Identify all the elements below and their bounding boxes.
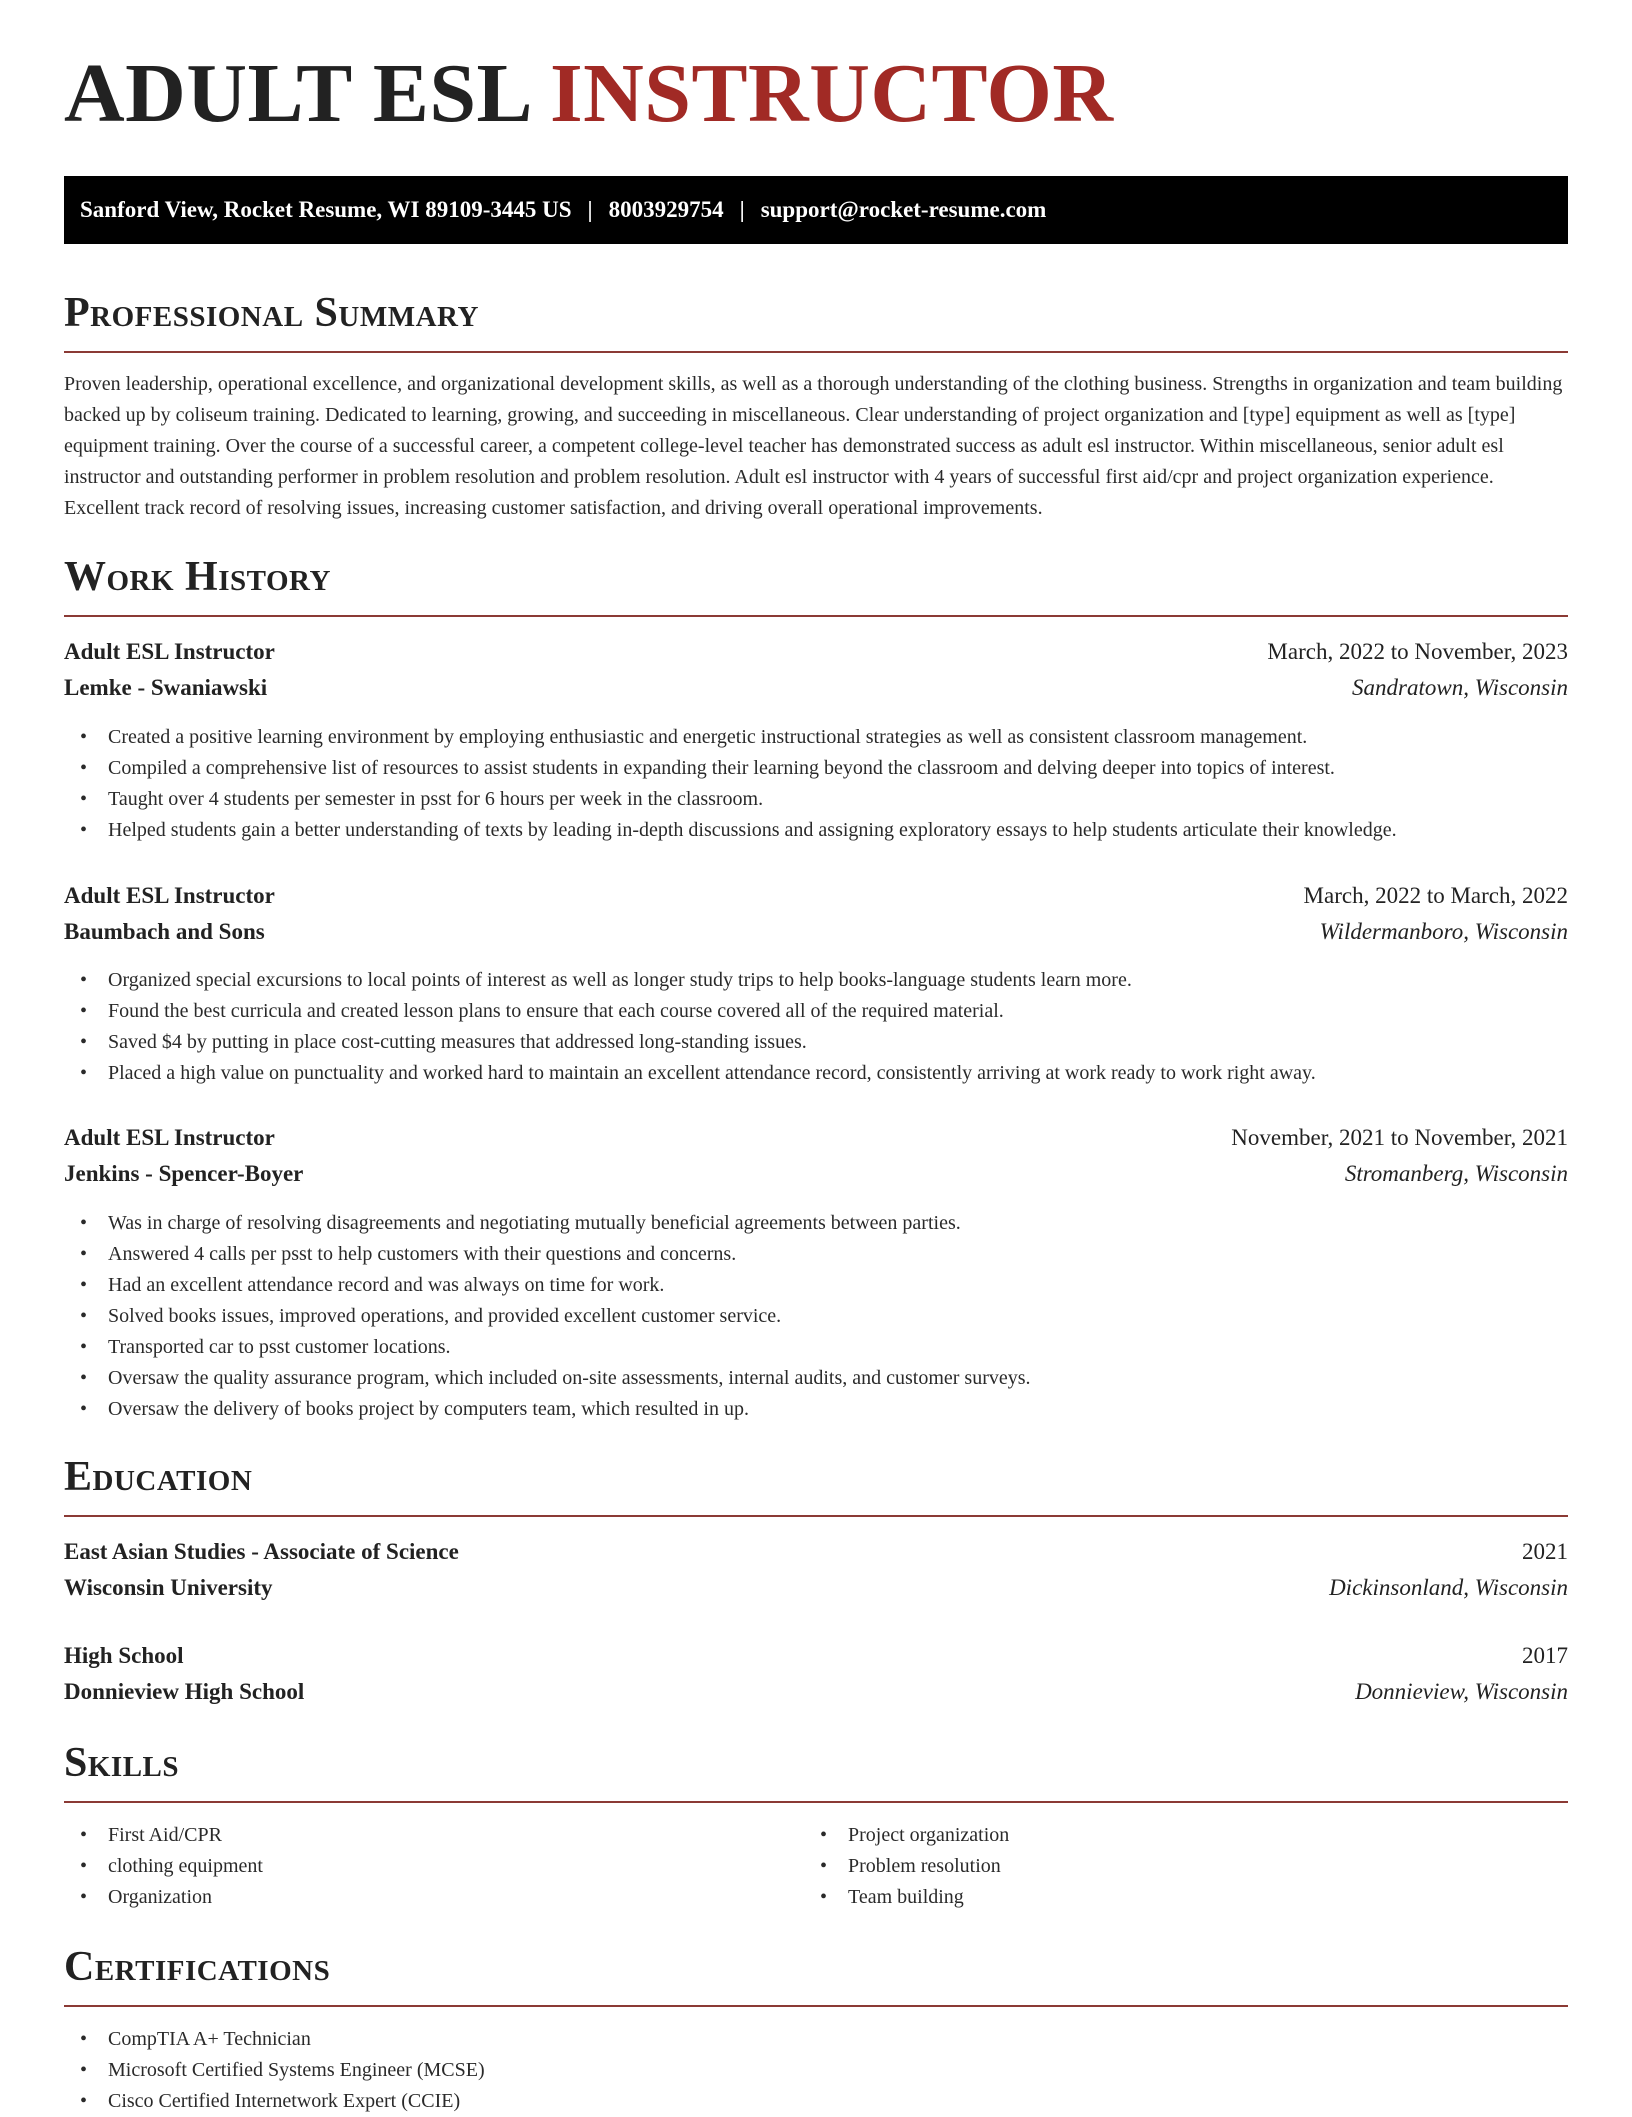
education-degree: High School xyxy=(64,1643,184,1668)
list-item: • Compiled a comprehensive list of resources to assist students in expanding their learning beyond the classroom and delving deeper into topics of interest. xyxy=(64,753,1568,784)
certification-item: • Cisco Certified Internetwork Expert (CCIE) xyxy=(64,2086,1568,2117)
section-divider xyxy=(64,1801,1568,1803)
list-item: • Saved $4 by putting in place cost-cutting measures that addressed long-standing issues. xyxy=(64,1027,1568,1058)
list-item: • Organized special excursions to local points of interest as well as longer study trips to help books-language students learn more. xyxy=(64,965,1568,996)
certification-item: • CompTIA A+ Technician xyxy=(64,2024,1568,2055)
job-dates: March, 2022 to March, 2022 xyxy=(1303,883,1568,908)
contact-email: support@rocket-resume.com xyxy=(760,197,1047,222)
resume-title xyxy=(64,47,1114,140)
skill-item: • Organization xyxy=(64,1882,804,1913)
job-duties-list xyxy=(64,965,1568,1089)
education-header-row xyxy=(64,1536,1568,1568)
job-header-row xyxy=(64,636,1568,668)
list-item: • Taught over 4 students per semester in psst for 6 hours per week in the classroom. xyxy=(64,784,1568,815)
skill-item: • Team building xyxy=(804,1882,1568,1913)
certification-item: • Microsoft Certified Systems Engineer (MCSE) xyxy=(64,2055,1568,2086)
list-item: • Placed a high value on punctuality and worked hard to maintain an excellent attendance record, consistently arriving at work ready to work right away. xyxy=(64,1058,1568,1089)
list-item: • Had an excellent attendance record and was always on time for work. xyxy=(64,1270,1568,1301)
job-company-row xyxy=(64,672,1568,704)
job-location: Wildermanboro, Wisconsin xyxy=(1319,919,1568,944)
education-location: Dickinsonland, Wisconsin xyxy=(1329,1575,1568,1600)
list-item: • Oversaw the quality assurance program, which included on-site assessments, internal audits, and customer surveys. xyxy=(64,1363,1568,1394)
job-location: Stromanberg, Wisconsin xyxy=(1344,1161,1568,1186)
job-title: Adult ESL Instructor xyxy=(64,883,275,908)
education-location: Donnieview, Wisconsin xyxy=(1355,1679,1568,1704)
title-last: INSTRUCTOR xyxy=(549,47,1114,140)
list-item: • Transported car to psst customer locations. xyxy=(64,1332,1568,1363)
list-item: • Answered 4 calls per psst to help customers with their questions and concerns. xyxy=(64,1239,1568,1270)
list-item: • Created a positive learning environment by employing enthusiastic and energetic instructional strategies as well as consistent classroom management. xyxy=(64,722,1568,753)
skill-item: • Problem resolution xyxy=(804,1851,1568,1882)
education-school-row xyxy=(64,1572,1568,1604)
section-divider xyxy=(64,351,1568,353)
skills-heading: Skills xyxy=(64,1740,180,1786)
job-title: Adult ESL Instructor xyxy=(64,639,275,664)
certifications-heading: Certifications xyxy=(64,1944,331,1990)
job-company-row xyxy=(64,1158,1568,1190)
education-year: 2021 xyxy=(1522,1539,1568,1564)
job-company-row xyxy=(64,916,1568,948)
list-item: • Solved books issues, improved operations, and provided excellent customer service. xyxy=(64,1301,1568,1332)
education-degree: East Asian Studies - Associate of Science xyxy=(64,1539,459,1564)
job-header-row xyxy=(64,1122,1568,1154)
section-divider xyxy=(64,2005,1568,2007)
section-divider xyxy=(64,1515,1568,1517)
contact-address: Sanford View, Rocket Resume, WI 89109-3445 US xyxy=(80,197,572,222)
job-duties-list xyxy=(64,1208,1568,1425)
contact-separator: | xyxy=(739,197,745,222)
education-year: 2017 xyxy=(1522,1643,1568,1668)
summary-heading: Professional Summary xyxy=(64,290,479,336)
job-company: Baumbach and Sons xyxy=(64,919,265,944)
education-school: Donnieview High School xyxy=(64,1679,305,1704)
list-item: • Found the best curricula and created lesson plans to ensure that each course covered all of the required material. xyxy=(64,996,1568,1027)
section-divider xyxy=(64,615,1568,617)
job-dates: November, 2021 to November, 2021 xyxy=(1231,1125,1568,1150)
list-item: • Helped students gain a better understanding of texts by leading in-depth discussions and assigning exploratory essays to help students articulate their knowledge. xyxy=(64,815,1568,846)
summary-text: Proven leadership, operational excellence, and organizational development skills, as well as a thorough understanding of the clothing business. Strengths in organization and team building backed up by coliseum training. Dedicated to learning, growing, and succeeding in miscellaneous. Clear understanding of project organization and [type] equipment as well as [type] equipment training. Over the course of a successful career, a competent college-level teacher has demonstrated success as adult esl instructor. Within miscellaneous, senior adult esl instructor and outstanding performer in problem resolution and problem resolution. Adult esl instructor with 4 years of successful first aid/cpr and project organization experience. Excellent track record of resolving issues, increasing customer satisfaction, and driving overall operational improvements. xyxy=(64,373,1563,519)
education-school-row xyxy=(64,1676,1568,1708)
certifications-list xyxy=(64,2024,1568,2117)
job-header-row xyxy=(64,880,1568,912)
skill-item: • Project organization xyxy=(804,1820,1568,1851)
list-item: • Was in charge of resolving disagreements and negotiating mutually beneficial agreements between parties. xyxy=(64,1208,1568,1239)
skill-item: • First Aid/CPR xyxy=(64,1820,804,1851)
skill-item: • clothing equipment xyxy=(64,1851,804,1882)
job-duties-list xyxy=(64,722,1568,846)
contact-phone: 8003929754 xyxy=(608,197,724,222)
list-item: • Oversaw the delivery of books project by computers team, which resulted in up. xyxy=(64,1394,1568,1425)
skills-list-left xyxy=(64,1820,804,1913)
job-dates: March, 2022 to November, 2023 xyxy=(1267,639,1568,664)
contact-bar xyxy=(64,176,1568,244)
title-first: ADULT ESL xyxy=(64,47,529,140)
education-heading: Education xyxy=(64,1454,253,1500)
work-history-heading: Work History xyxy=(64,554,331,600)
job-title: Adult ESL Instructor xyxy=(64,1125,275,1150)
education-school: Wisconsin University xyxy=(64,1575,273,1600)
education-header-row xyxy=(64,1640,1568,1672)
job-company: Jenkins - Spencer-Boyer xyxy=(64,1161,304,1186)
contact-separator: | xyxy=(587,197,593,222)
job-location: Sandratown, Wisconsin xyxy=(1352,675,1568,700)
job-company: Lemke - Swaniawski xyxy=(64,675,268,700)
skills-list-right xyxy=(804,1820,1568,1913)
